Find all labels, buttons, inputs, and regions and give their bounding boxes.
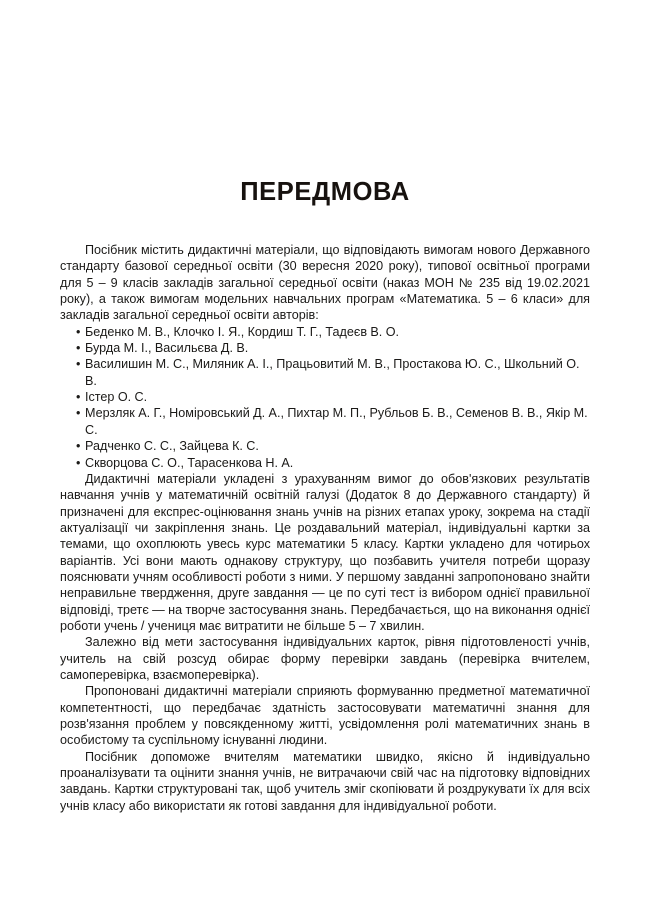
bullet-icon: •: [76, 439, 81, 454]
list-item: [60, 455, 590, 471]
paragraph-intro: Посібник містить дидактичні матеріали, що відповідають вимогам нового Державного стандарту базової середньої освіти (30 вересня 2020 року), типової освітньої програми для 5 – 9 класів закладів загальної середньої освіти (наказ МОН № 235 від 19.02.2021 року), а також вимогам модельних навчальних програм «Математика. 5 – 6 класи» для закладів загальної середньої освіти авторів:: [60, 243, 590, 323]
bullet-icon: •: [76, 455, 81, 470]
list-item: [60, 405, 590, 438]
list-item-label: Василишин М. С., Миляник А. І., Працьовитий М. В., Простакова Ю. С., Школьний О. В.: [85, 357, 580, 388]
paragraph-materials: Дидактичні матеріали укладені з урахуванням вимог до обов'язкових результатів навчання учнів у математичній освітній галузі (Додаток 8 до Державного стандарту) й призначені для експрес-оцінювання знань учнів на різних етапах уроку, зокрема на стадії актуалізації чи закріплення знань. Це роздавальний матеріал, індивідуальні картки за темами, що охоплюють увесь курс математики 5 класу. Картки укладено для чотирьох варіантів. Усі вони мають однакову структуру, що позбавить учителя потреби щоразу пояснювати учням особливості роботи з ними. У першому завданні запропоновано знайти неправильне твердження, друге завдання — це по суті тест із вибором однієї правильної відповіді, третє — на творче застосування знань. Передбачається, що на виконання однієї роботи учень / учениця має витратити не більше 5 – 7 хвилин.: [60, 471, 590, 633]
paragraph-competence: Пропоновані дидактичні матеріали сприяють формуванню предметної математичної компетентності, що передбачає здатність застосовувати математичні знання для розв'язання проблем у повсякденному житті, усвідомлення ролі математичних знань в особистому та суспільному існуванні людини.: [60, 684, 590, 748]
bullet-icon: •: [76, 390, 81, 405]
list-item-label: Істер О. С.: [85, 390, 148, 405]
bullet-icon: •: [76, 341, 81, 356]
list-item: [60, 324, 590, 340]
page-title: ПЕРЕДМОВА: [240, 178, 410, 206]
page-content: [60, 178, 590, 814]
paragraph-assessment-form: Залежно від мети застосування індивідуальних карток, рівня підготовленості учнів, учитель на свій розсуд обирає форму перевірки завдань (перевірка вчителем, самоперевірка, взаємоперевірка).: [60, 635, 590, 682]
paragraph-conclusion: Посібник допоможе вчителям математики швидко, якісно й індивідуально проаналізувати та оцінити знання учнів, не витрачаючи свій час на підготовку відповідних завдань. Картки структуровані так, щоб учитель зміг скопіювати й роздрукувати їх для всіх учнів класу або використати як готові завдання для індивідуальної роботи.: [60, 749, 590, 813]
list-item: [60, 389, 590, 405]
list-item-label: Бурда М. І., Васильєва Д. В.: [85, 341, 249, 356]
list-item-label: Скворцова С. О., Тарасенкова Н. А.: [85, 455, 294, 470]
list-item-label: Беденко М. В., Клочко І. Я., Кордиш Т. Г., Тадеєв В. О.: [85, 324, 400, 339]
bullet-icon: •: [76, 324, 81, 339]
list-item: [60, 340, 590, 356]
list-item: [60, 356, 590, 389]
list-item-label: Радченко С. С., Зайцева К. С.: [85, 439, 259, 454]
list-item-label: Мерзляк А. Г., Номіровський Д. А., Пихтар М. П., Рубльов Б. В., Семенов В. В., Якір М. С.: [85, 406, 588, 437]
bullet-icon: •: [76, 357, 81, 372]
list-item: [60, 438, 590, 454]
document-body: [60, 242, 590, 814]
author-list: [60, 324, 590, 471]
bullet-icon: •: [76, 406, 81, 421]
